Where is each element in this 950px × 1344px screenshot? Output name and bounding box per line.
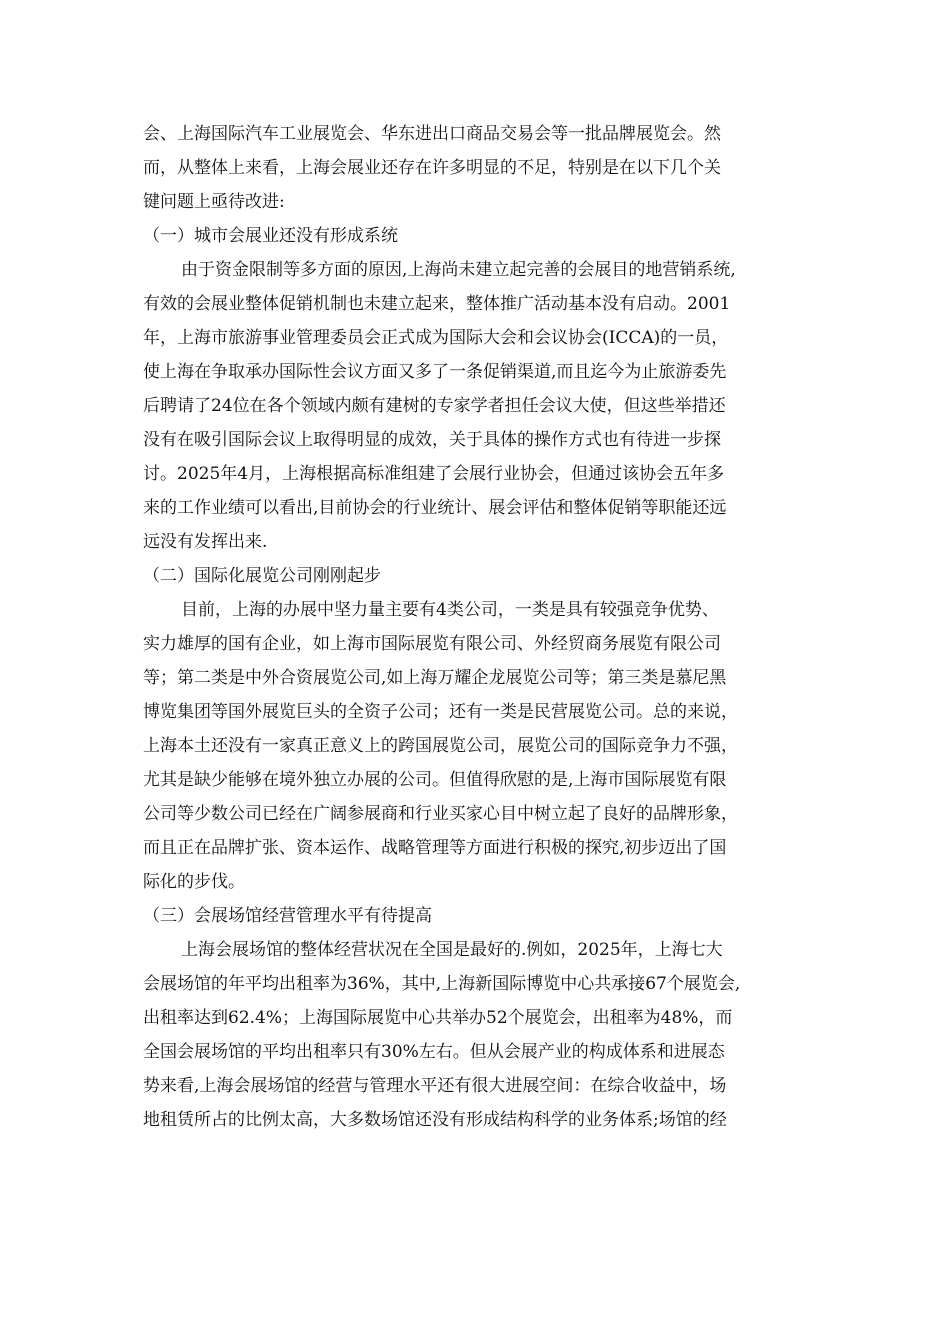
text-line: 全国会展场馆的平均出租率只有30%左右。但从会展产业的构成体系和进展态 — [143, 1042, 725, 1062]
text-line: 际化的步伐。 — [143, 872, 245, 892]
text-line: 目前，上海的办展中坚力量主要有4类公司，一类是具有较强竞争优势、 — [181, 600, 719, 620]
text-line: 会展场馆的年平均出租率为36%，其中,上海新国际博览中心共承接67个展览会, — [143, 974, 741, 994]
section-heading: （一）城市会展业还没有形成系统 — [143, 226, 398, 246]
text-line: 上海会展场馆的整体经营状况在全国是最好的.例如，2025年，上海七大 — [181, 940, 723, 960]
text-line: 势来看,上海会展场馆的经营与管理水平还有很大进展空间：在综合收益中，场 — [143, 1076, 727, 1096]
text-line: 会、上海国际汽车工业展览会、华东进出口商品交易会等一批品牌展览会。然 — [143, 124, 721, 144]
text-line: 公司等少数公司已经在广阔参展商和行业买家心目中树立起了良好的品牌形象， — [143, 804, 738, 824]
text-line: 而且正在品牌扩张、资本运作、战略管理等方面进行积极的探究,初步迈出了国 — [143, 838, 727, 858]
text-line: 远没有发挥出来. — [143, 532, 268, 552]
text-line: 使上海在争取承办国际性会议方面又多了一条促销渠道,而且迄今为止旅游委先 — [143, 362, 727, 382]
text-line: 没有在吸引国际会议上取得明显的成效，关于具体的操作方式也有待进一步探 — [143, 430, 721, 450]
text-line: 后聘请了24位在各个领域内颇有建树的专家学者担任会议大使，但这些举措还 — [143, 396, 726, 416]
text-line: 实力雄厚的国有企业，如上海市国际展览有限公司、外经贸商务展览有限公司 — [143, 634, 721, 654]
text-line: 年，上海市旅游事业管理委员会正式成为国际大会和会议协会(ICCA)的一员， — [143, 328, 729, 348]
document-page — [143, 117, 813, 1137]
text-line: 等；第二类是中外合资展览公司,如上海万耀企龙展览公司等；第三类是慕尼黑 — [143, 668, 727, 688]
text-line: 由于资金限制等多方面的原因,上海尚未建立起完善的会展目的地营销系统, — [181, 260, 736, 280]
text-line: 博览集团等国外展览巨头的全资子公司；还有一类是民营展览公司。总的来说， — [143, 702, 738, 722]
text-line: 有效的会展业整体促销机制也未建立起来，整体推广活动基本没有启动。2001 — [143, 294, 731, 314]
section-heading: （二）国际化展览公司刚刚起步 — [143, 566, 381, 586]
text-line: 尤其是缺少能够在境外独立办展的公司。但值得欣慰的是,上海市国际展览有限 — [143, 770, 727, 790]
text-line: 讨。2025年4月，上海根据高标准组建了会展行业协会，但通过该协会五年多 — [143, 464, 725, 484]
text-line: 键问题上亟待改进: — [143, 192, 285, 212]
text-line: 出租率达到62.4%；上海国际展览中心共举办52个展览会，出租率为48%，而 — [143, 1008, 733, 1028]
text-line: 而，从整体上来看，上海会展业还存在许多明显的不足，特别是在以下几个关 — [143, 158, 721, 178]
section-heading: （三）会展场馆经营管理水平有待提高 — [143, 906, 432, 926]
text-line: 地租赁所占的比例太高，大多数场馆还没有形成结构科学的业务体系;场馆的经 — [143, 1110, 727, 1130]
text-line: 来的工作业绩可以看出,目前协会的行业统计、展会评估和整体促销等职能还远 — [143, 498, 727, 518]
text-line: 上海本土还没有一家真正意义上的跨国展览公司，展览公司的国际竞争力不强， — [143, 736, 738, 756]
